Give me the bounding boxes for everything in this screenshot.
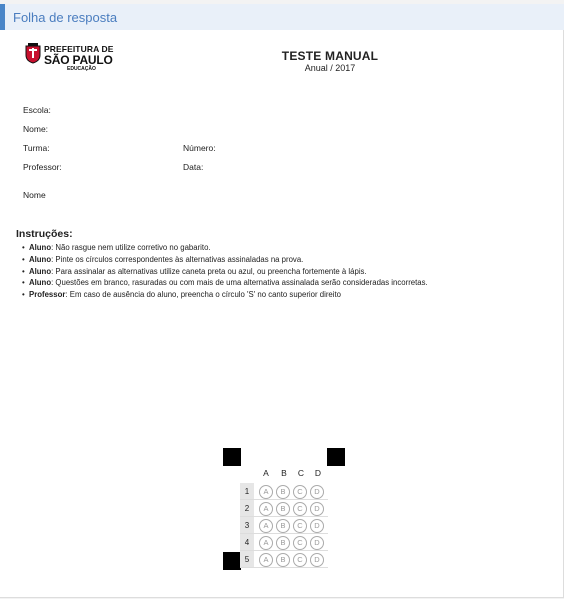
answer-bubble-4-d[interactable]: D (310, 536, 324, 550)
field-professor: Professor: (23, 162, 62, 172)
question-number-1: 1 (240, 483, 254, 500)
answer-bubble-5-d[interactable]: D (310, 553, 324, 567)
prefeitura-logo (24, 42, 114, 72)
question-number-4: 4 (240, 534, 254, 551)
logo-line-1: PREFEITURA DE (44, 44, 114, 54)
column-header-d: D (314, 468, 322, 478)
field-nome-2: Nome (23, 190, 46, 200)
instruction-item: • Aluno: Não rasgue nem utilize corretivo no gabarito. (22, 243, 211, 252)
question-number-2: 2 (240, 500, 254, 517)
row-divider (240, 567, 328, 568)
column-header-b: B (281, 468, 287, 478)
field-numero: Número: (183, 143, 216, 153)
logo-line-2: SÃO PAULO (44, 53, 113, 67)
instructions-list (22, 242, 552, 301)
answer-bubble-3-d[interactable]: D (310, 519, 324, 533)
registration-mark-bottom-left (223, 552, 241, 570)
test-subtitle: Anual / 2017 (304, 63, 356, 73)
field-nome: Nome: (23, 124, 49, 134)
instructions-title: Instruções: (16, 228, 73, 240)
header-title: Folha de resposta (13, 10, 118, 25)
answer-bubble-1-d[interactable]: D (310, 485, 324, 499)
column-header-c: C (297, 468, 305, 478)
answer-bubble-1-b[interactable]: B (276, 485, 290, 499)
answer-bubble-1-c[interactable]: C (293, 485, 307, 499)
answer-bubble-1-a[interactable]: A (259, 485, 273, 499)
answer-bubble-5-a[interactable]: A (259, 553, 273, 567)
field-data: Data: (183, 162, 204, 172)
field-turma: Turma: (23, 143, 50, 153)
answer-bubble-2-b[interactable]: B (276, 502, 290, 516)
test-title: TESTE MANUAL (281, 49, 379, 63)
answer-bubble-2-c[interactable]: C (293, 502, 307, 516)
column-header-a: A (263, 468, 269, 478)
coat-of-arms-icon (24, 42, 42, 64)
registration-mark-top-right (327, 448, 345, 466)
question-number-5: 5 (240, 551, 254, 568)
answer-bubble-2-d[interactable]: D (310, 502, 324, 516)
instruction-item: • Aluno: Para assinalar as alternativas utilize caneta preta ou azul, ou preencha fortemente à lápis. (22, 266, 367, 276)
answer-sheet (0, 30, 564, 598)
answer-bubble-3-a[interactable]: A (259, 519, 273, 533)
answer-bubble-5-c[interactable]: C (293, 553, 307, 567)
answer-bubble-4-a[interactable]: A (259, 536, 273, 550)
header-bar (0, 4, 564, 30)
answer-bubble-2-a[interactable]: A (259, 502, 273, 516)
question-number-3: 3 (240, 517, 254, 534)
instruction-item: • Professor: Em caso de ausência do aluno, preencha o círculo 'S' no canto superior direito (22, 290, 342, 300)
answer-bubble-5-b[interactable]: B (276, 553, 290, 567)
field-escola: Escola: (23, 105, 51, 115)
answer-bubble-3-c[interactable]: C (293, 519, 307, 533)
registration-mark-top-left (223, 448, 241, 466)
answer-bubble-4-b[interactable]: B (276, 536, 290, 550)
answer-bubble-3-b[interactable]: B (276, 519, 290, 533)
logo-line-3: EDUCAÇÃO (67, 66, 96, 72)
instruction-item: • Aluno: Questões em branco, rasuradas ou com mais de uma alternativa assinalada serão consideradas incorretas. (22, 278, 428, 288)
instruction-item: • Aluno: Pinte os círculos correspondentes às alternativas assinaladas na prova. (22, 254, 304, 264)
answer-bubble-4-c[interactable]: C (293, 536, 307, 550)
